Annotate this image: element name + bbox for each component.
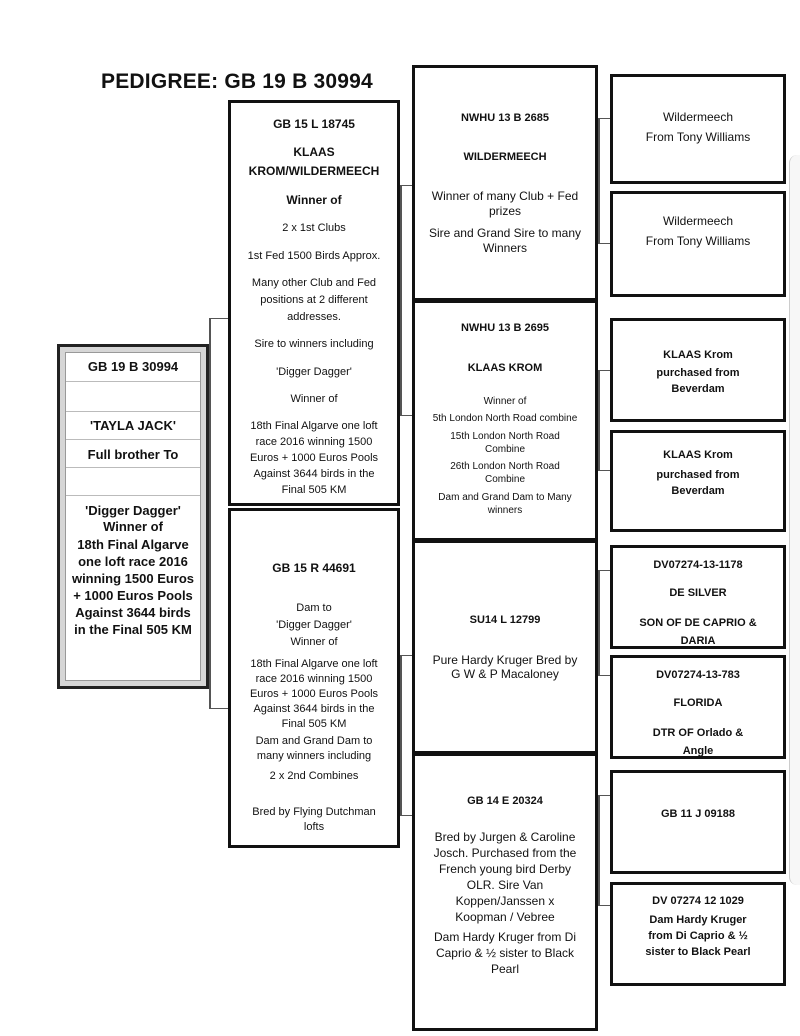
- connector-line: [598, 243, 610, 244]
- ss-ring: NWHU 13 B 2685: [460, 112, 550, 124]
- g5-text: SON OF DE CAPRIO &: [639, 617, 757, 629]
- g6-text: DTR OF Orlado &: [652, 727, 744, 739]
- dd-text: Dam Hardy Kruger from Di: [433, 930, 577, 944]
- subject-line: 18th Final Algarve: [77, 537, 189, 552]
- sd-text: Winner of: [483, 396, 527, 407]
- dam-text: Final 505 KM: [281, 718, 347, 730]
- dam-text: lofts: [303, 821, 325, 833]
- g1-text: From Tony Williams: [645, 130, 751, 144]
- ds-text: Pure Hardy Kruger Bred by: [432, 653, 578, 667]
- g5-ring: DV07274-13-1178: [653, 559, 743, 571]
- dd-text: Pearl: [490, 962, 519, 976]
- connector-line: [209, 318, 211, 708]
- g6-ring: DV07274-13-783: [656, 669, 740, 681]
- subject-line: in the Final 505 KM: [74, 622, 192, 637]
- dam-text: Dam to: [296, 602, 332, 614]
- sire-fed: 1st Fed 1500 Birds Approx.: [247, 250, 381, 262]
- dd-text: Koppen/Janssen x: [455, 894, 555, 908]
- g5-text: DARIA: [680, 635, 716, 647]
- sd-text: 5th London North Road combine: [432, 413, 578, 424]
- connector-line: [598, 370, 610, 371]
- ss-text: Winner of many Club + Fed: [431, 189, 579, 203]
- sd-text: 15th London North Road: [450, 431, 560, 442]
- page-title: PEDIGREE: GB 19 B 30994: [101, 70, 373, 93]
- g1-text: Wildermeech: [662, 110, 734, 124]
- subject-ring: GB 19 B 30994: [87, 359, 179, 374]
- ancestor-box-4: [610, 430, 786, 532]
- dam-text: many winners including: [256, 750, 372, 762]
- sire-winner: Winner of: [286, 193, 342, 207]
- sire-text: Many other Club and Fed: [251, 277, 377, 289]
- sire-box: [228, 100, 400, 506]
- g4-text: KLAAS Krom: [663, 449, 733, 461]
- sire-ring: GB 15 L 18745: [273, 117, 355, 131]
- sd-text: winners: [487, 505, 523, 516]
- ancestor-box-3: [610, 318, 786, 422]
- connector-line: [598, 795, 600, 905]
- connector-line: [598, 795, 610, 796]
- g4-text: Beverdam: [671, 485, 725, 497]
- subject-line: winning 1500 Euros: [71, 571, 195, 586]
- dd-text: Caprio & ½ sister to Black: [435, 946, 575, 960]
- connector-line: [598, 905, 610, 906]
- connector-line: [209, 708, 229, 709]
- dam-text: race 2016 winning 1500: [255, 673, 373, 685]
- ancestor-box-2: [610, 191, 786, 297]
- subject-line: + 1000 Euros Pools: [73, 588, 193, 603]
- sire-text: Final 505 KM: [281, 484, 347, 496]
- dd-text: Josch. Purchased from the: [433, 846, 577, 860]
- sire-text: 18th Final Algarve one loft: [250, 420, 378, 432]
- dam-dam-box: [412, 753, 598, 1031]
- sire-child: 'Digger Dagger': [276, 366, 352, 378]
- subject-box: [57, 344, 209, 689]
- ss-name: WILDERMEECH: [463, 151, 547, 163]
- ds-ring: SU14 L 12799: [469, 614, 541, 626]
- connector-line: [598, 370, 600, 470]
- g6-text: Angle: [682, 745, 714, 757]
- sd-ring: NWHU 13 B 2695: [460, 322, 550, 334]
- dam-text: 2 x 2nd Combines: [269, 770, 359, 782]
- dam-box: [228, 508, 400, 848]
- sire-text: race 2016 winning 1500: [255, 436, 373, 448]
- connector-line: [598, 570, 610, 571]
- sd-text: Combine: [484, 444, 526, 455]
- connector-line: [400, 655, 402, 815]
- sire-text: Winner of: [290, 393, 338, 405]
- g7-ring: GB 11 J 09188: [660, 808, 735, 820]
- connector-line: [598, 118, 600, 243]
- ss-text: Winners: [482, 241, 527, 255]
- g3-text: Beverdam: [671, 383, 725, 395]
- ancestor-box-7: [610, 770, 786, 874]
- ancestor-box-5: [610, 545, 786, 649]
- subject-winner: Winner of: [103, 519, 163, 534]
- sire-dam-box: [412, 300, 598, 541]
- subject-name: 'TAYLA JACK': [90, 418, 176, 433]
- sire-text: addresses.: [287, 311, 341, 323]
- dam-text: Euros + 1000 Euros Pools: [249, 688, 379, 700]
- dam-sire-box: [412, 540, 598, 754]
- sire-name: KLAAS: [293, 145, 335, 159]
- dd-text: Bred by Jurgen & Caroline: [434, 830, 576, 844]
- sd-text: Dam and Grand Dam to Many: [438, 492, 572, 503]
- ancestor-box-1: [610, 74, 786, 184]
- ss-text: prizes: [488, 204, 521, 218]
- g2-text: From Tony Williams: [645, 234, 751, 248]
- sire-clubs: 2 x 1st Clubs: [282, 222, 346, 234]
- sire-text: Euros + 1000 Euros Pools: [249, 452, 379, 464]
- dd-ring: GB 14 E 20324: [467, 795, 543, 807]
- sd-text: Combine: [484, 474, 526, 485]
- dam-child: 'Digger Dagger': [276, 619, 352, 631]
- connector-line: [598, 470, 610, 471]
- g8-ring: DV 07274 12 1029: [652, 895, 744, 907]
- g3-text: KLAAS Krom: [663, 349, 733, 361]
- scrollbar[interactable]: [789, 155, 800, 885]
- g8-text: Dam Hardy Kruger: [649, 914, 747, 926]
- connector-line: [598, 118, 610, 119]
- sire-text: Sire to winners including: [254, 338, 374, 350]
- subject-line: one loft race 2016: [78, 554, 188, 569]
- g4-text: purchased from: [656, 469, 740, 481]
- dam-text: Dam and Grand Dam to: [255, 735, 373, 747]
- dd-text: OLR. Sire Van: [466, 878, 544, 892]
- dam-text: 18th Final Algarve one loft: [250, 658, 378, 670]
- dam-text: Against 3644 birds in the: [253, 703, 375, 715]
- dam-text: Winner of: [290, 636, 338, 648]
- sire-text: Against 3644 birds in the: [253, 468, 375, 480]
- connector-line: [209, 318, 229, 319]
- ancestor-box-8: [610, 882, 786, 986]
- g3-text: purchased from: [656, 367, 740, 379]
- g5-name: DE SILVER: [669, 587, 727, 599]
- ss-text: Sire and Grand Sire to many: [428, 226, 582, 240]
- g2-text: Wildermeech: [662, 214, 734, 228]
- g8-text: sister to Black Pearl: [645, 946, 751, 958]
- dd-text: Koopman / Vebree: [455, 910, 555, 924]
- sd-name: KLAAS KROM: [467, 362, 543, 374]
- sire-text: positions at 2 different: [260, 294, 368, 306]
- connector-line: [598, 675, 610, 676]
- connector-line: [598, 570, 600, 675]
- dam-text: Bred by Flying Dutchman: [252, 806, 376, 818]
- ds-text: G W & P Macaloney: [451, 667, 559, 681]
- sire-name: KROM/WILDERMEECH: [248, 164, 380, 178]
- dd-text: French young bird Derby: [438, 862, 572, 876]
- subject-relation: Full brother To: [87, 447, 179, 462]
- g8-text: from Di Caprio & ½: [648, 930, 748, 942]
- sd-text: 26th London North Road: [450, 461, 560, 472]
- dam-ring: GB 15 R 44691: [272, 561, 356, 575]
- ancestor-box-6: [610, 655, 786, 759]
- connector-line: [400, 185, 402, 415]
- g6-name: FLORIDA: [673, 697, 723, 709]
- subject-sibling: 'Digger Dagger': [85, 503, 181, 518]
- subject-line: Against 3644 birds: [75, 605, 191, 620]
- sire-sire-box: [412, 65, 598, 301]
